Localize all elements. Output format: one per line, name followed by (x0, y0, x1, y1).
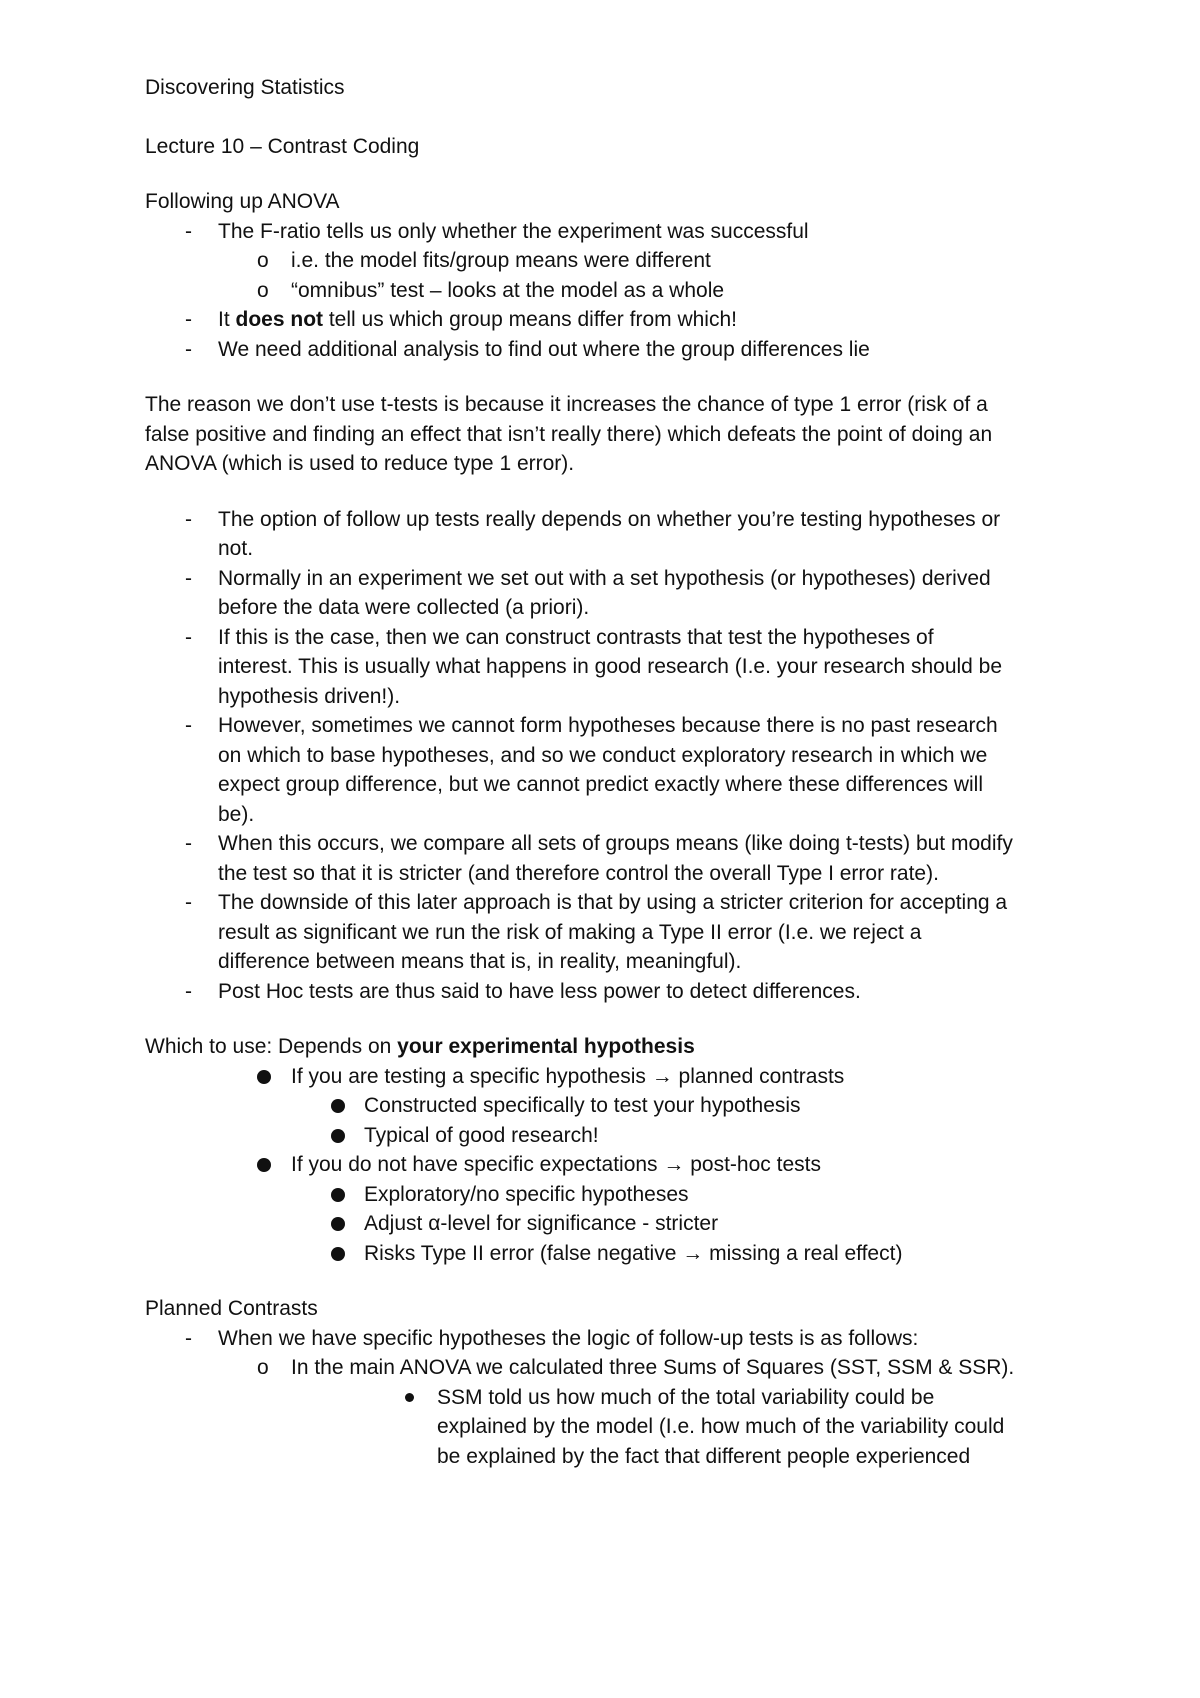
list-item: - It does not tell us which group means differ from which! (145, 305, 1065, 335)
bullet-icon (331, 1188, 345, 1202)
bullet-item: Adjust α-level for significance - stricter (145, 1209, 1065, 1239)
list-item: - The option of follow up tests really depends on whether you’re testing hypotheses or not. (145, 505, 1065, 564)
sub-list-item: o In the main ANOVA we calculated three Sums of Squares (SST, SSM & SSR). (145, 1353, 1065, 1383)
dash-marker: - (185, 308, 192, 331)
list-item: - When this occurs, we compare all sets of groups means (like doing t-tests) but modify the test so that it is stricter (and therefore control the overall Type I error rate). (145, 829, 1065, 888)
bullet-item: Constructed specifically to test your hypothesis (145, 1091, 1065, 1121)
list-item: - We need additional analysis to find out where the group differences lie (145, 335, 1065, 365)
section-heading-planned-contrasts: Planned Contrasts (145, 1297, 318, 1320)
dash-marker: - (185, 1326, 192, 1350)
lecture-title: Lecture 10 – Contrast Coding (145, 134, 420, 158)
bullet-icon (331, 1247, 345, 1261)
sub-list-item: o i.e. the model fits/group means were different (145, 246, 1065, 276)
bullet-icon (331, 1099, 345, 1113)
bullet-item: Risks Type II error (false negative → missing a real effect) (145, 1239, 1065, 1269)
dash-marker: - (185, 219, 192, 243)
bullet-icon (331, 1217, 345, 1231)
list-item: - However, sometimes we cannot form hypotheses because there is no past research on which to base hypotheses, and so we conduct exploratory research in which we expect group difference, but we cannot predict exactly where these differences will be). (145, 711, 1065, 829)
document-header: Discovering Statistics (145, 76, 345, 99)
emphasis-text: your experimental hypothesis (397, 1035, 695, 1058)
list-item: - The F-ratio tells us only whether the experiment was successful (145, 217, 1065, 247)
dash-marker: - (185, 507, 192, 531)
list-item: - The downside of this later approach is that by using a stricter criterion for accepting a result as significant we run the risk of making a Type II error (I.e. we reject a difference between means that is, in reality, meaningful). (145, 888, 1065, 977)
dash-marker: - (185, 714, 192, 737)
bullet-item: Exploratory/no specific hypotheses (145, 1180, 1065, 1210)
bullet-item: If you do not have specific expectations → post-hoc tests (145, 1150, 1065, 1180)
bullet-icon (257, 1070, 271, 1084)
bullet-icon (257, 1158, 271, 1172)
section-heading-which-to-use: Which to use: Depends on your experimental hypothesis (145, 1035, 695, 1058)
paragraph-type1-error: The reason we don’t use t-tests is because it increases the chance of type 1 error (risk of a false positive and finding an effect that isn’t really there) which defeats the point of doing an ANOVA (which is used to reduce type 1 error). (145, 393, 993, 475)
section-heading-following-up: Following up ANOVA (145, 190, 340, 213)
bullet-item: SSM told us how much of the total variability could be explained by the model (I.e. how much of the variability could be explained by the fact that different people experienced (145, 1383, 1065, 1472)
dash-marker: - (185, 979, 192, 1003)
dash-marker: - (185, 832, 192, 855)
list-item: - Normally in an experiment we set out with a set hypothesis (or hypotheses) derived before the data were collected (a priori). (145, 564, 1065, 623)
list-item: - If this is the case, then we can construct contrasts that test the hypotheses of interest. This is usually what happens in good research (I.e. your research should be hypothesis driven!). (145, 623, 1065, 712)
dash-marker: - (185, 625, 192, 649)
circle-marker: o (257, 249, 269, 272)
list-item: - Post Hoc tests are thus said to have less power to detect differences. (145, 977, 1065, 1007)
bullet-icon (405, 1393, 414, 1402)
circle-marker: o (257, 278, 269, 302)
bullet-item: If you are testing a specific hypothesis → planned contrasts (145, 1062, 1065, 1092)
bullet-icon (331, 1129, 345, 1143)
sub-list-item: o “omnibus” test – looks at the model as a whole (145, 276, 1065, 306)
dash-marker: - (185, 891, 192, 914)
bullet-item: Typical of good research! (145, 1121, 1065, 1151)
circle-marker: o (257, 1356, 269, 1379)
dash-marker: - (185, 566, 192, 590)
list-item: - When we have specific hypotheses the logic of follow-up tests is as follows: (145, 1324, 1065, 1354)
dash-marker: - (185, 337, 192, 361)
document-page (145, 73, 1065, 1471)
emphasis-text: does not (235, 308, 324, 331)
